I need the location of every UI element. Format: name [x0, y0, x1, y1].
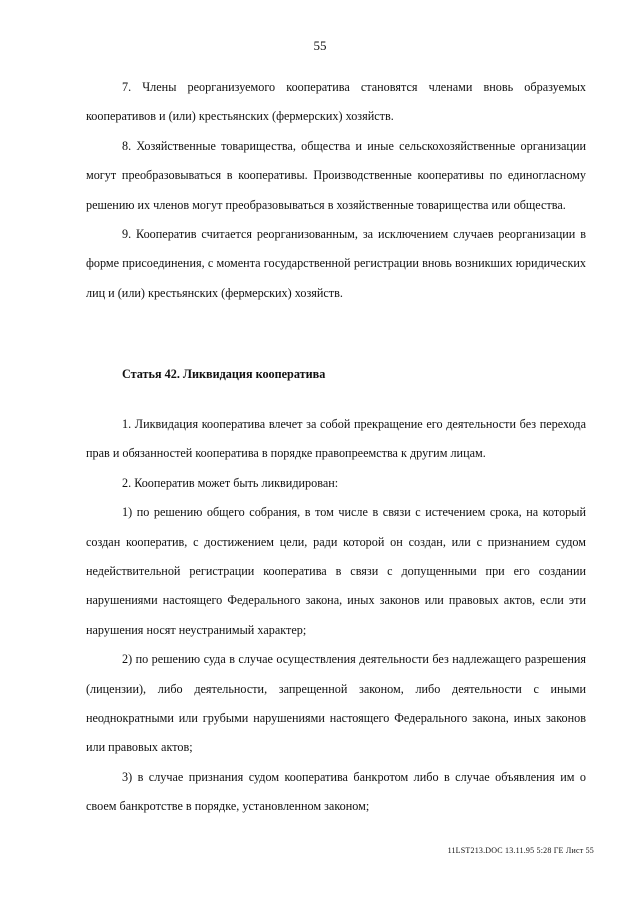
paragraph-article42-1: 1. Ликвидация кооператива влечет за собой прекращение его деятельности без перехода прав и обязанностей кооператива в порядке правопреемства к другим лицам. [86, 417, 586, 461]
article-heading: Статья 42. Ликвидация кооператива [122, 367, 326, 381]
page-number: 55 [313, 38, 327, 53]
document-footer: 11LST213.DOC 13.11.95 5:28 ГЕ Лист 55 [447, 846, 594, 855]
document-body-bottom [86, 410, 586, 822]
list-item-3: 3) в случае признания судом кооператива банкротом либо в случае объявления им о своем банкротстве в порядке, установленном законом; [86, 769, 586, 814]
paragraph-8: 8. Хозяйственные товарищества, общества и иные сельскохозяйственные организации могут преобразовываться в кооперативы. Производственные кооперативы по единогласному решению их членов могут преобразовываться в хозяйственные товарищества или общества. [86, 138, 586, 212]
document-body-top [86, 73, 586, 308]
paragraph-article42-2: 2. Кооператив может быть ликвидирован: [122, 475, 339, 490]
list-item-1: 1) по решению общего собрания, в том числе в связи с истечением срока, на который создан кооператив, с достижением цели, ради которой он создан, или с признанием судом недействительной регистрации кооператива в связи с допущенными при его создании нарушениями настоящего Федерального закона, иных законов или правовых актов, если эти нарушения носят неустранимый характер; [86, 505, 586, 637]
paragraph-9: 9. Кооператив считается реорганизованным, за исключением случаев реорганизации в форме присоединения, с момента государственной регистрации вновь возникших юридических лиц и (или) крестьянских (фермерских) хозяйств. [86, 227, 586, 300]
paragraph-7: 7. Члены реорганизуемого кооператива становятся членами вновь образуемых кооперативов и (или) крестьянских (фермерских) хозяйств. [86, 80, 586, 124]
list-item-2: 2) по решению суда в случае осуществления деятельности без надлежащего разрешения (лицензии), либо деятельности, запрещенной законом, либо деятельности с иными неоднократными или грубыми нарушениями настоящего Федерального закона, иных законов или правовых актов; [86, 652, 586, 755]
